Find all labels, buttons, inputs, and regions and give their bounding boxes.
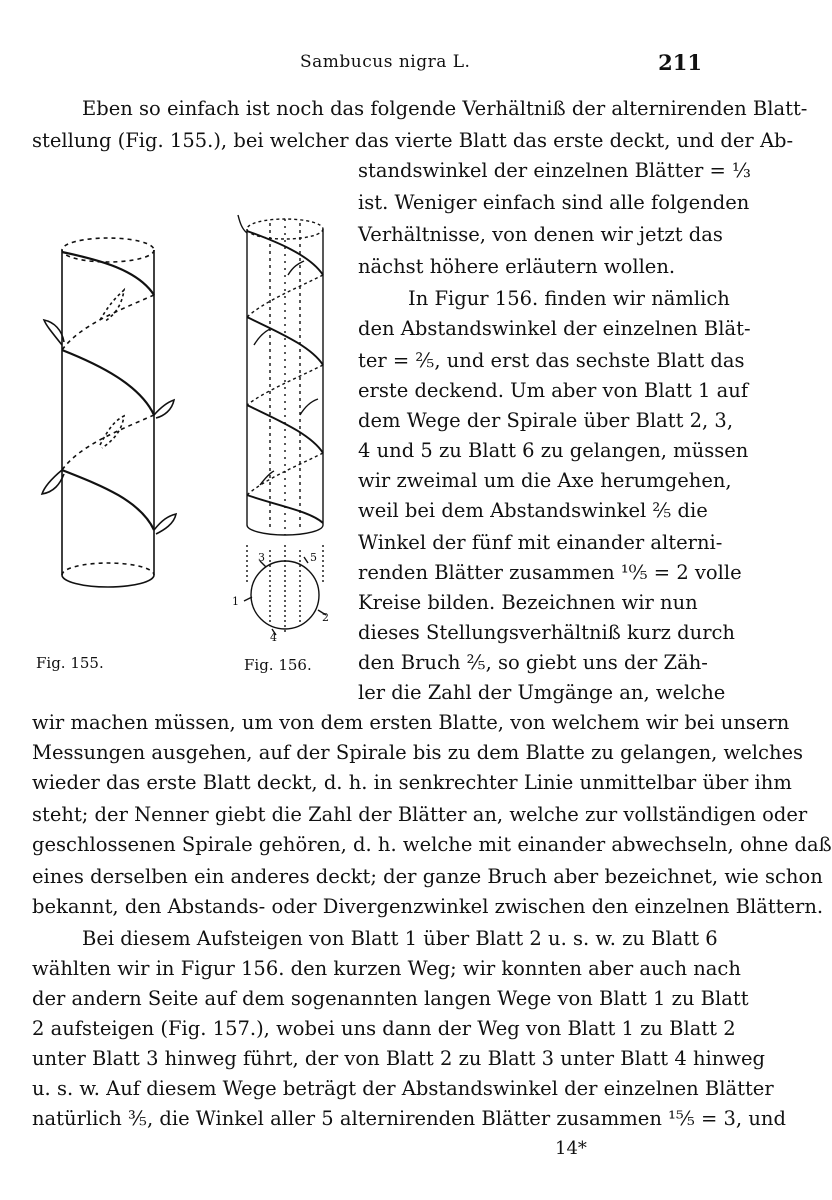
fig156-label-4: 4 xyxy=(270,631,277,644)
figure-155-cylinder xyxy=(36,230,180,672)
fig156-label-1: 1 xyxy=(232,595,239,608)
text-line: dem Wege der Spirale über Blatt 2, 3, xyxy=(358,409,734,432)
figure-155-caption: Fig. 155. xyxy=(36,654,104,672)
fig156-label-5: 5 xyxy=(310,551,317,564)
figure-156-diagram xyxy=(230,205,340,645)
text-line: wir zweimal um die Axe herumgehen, xyxy=(358,469,732,492)
text-line: standswinkel der einzelnen Blätter = ⅓ xyxy=(358,159,751,182)
running-title: Sambucus nigra L. xyxy=(300,52,471,72)
text-line: der andern Seite auf dem sogenannten langen Wege von Blatt 1 zu Blatt xyxy=(32,987,749,1010)
text-line: wieder das erste Blatt deckt, d. h. in senkrechter Linie unmittelbar über ihm xyxy=(32,771,792,794)
text-line: 2 aufsteigen (Fig. 157.), wobei uns dann der Weg von Blatt 1 zu Blatt 2 xyxy=(32,1017,736,1040)
text-line: wählten wir in Figur 156. den kurzen Weg; wir konnten aber auch nach xyxy=(32,957,741,980)
text-line: nächst höhere erläutern wollen. xyxy=(358,255,676,278)
text-line: Verhältnisse, von denen wir jetzt das xyxy=(358,223,723,246)
text-line: den Bruch ⅖, so giebt uns der Zäh- xyxy=(358,651,708,674)
text-line: bekannt, den Abstands- oder Divergenzwinkel zwischen den einzelnen Blättern. xyxy=(32,895,824,918)
text-line: eines derselben ein anderes deckt; der ganze Bruch aber bezeichnet, wie schon xyxy=(32,865,823,888)
text-line: In Figur 156. finden wir nämlich xyxy=(408,287,730,310)
text-line: dieses Stellungsverhältniß kurz durch xyxy=(358,621,735,644)
text-line: ter = ⅖, und erst das sechste Blatt das xyxy=(358,349,745,372)
text-line: renden Blätter zusammen ¹⁰⁄₅ = 2 volle xyxy=(358,561,742,584)
text-line: Kreise bilden. Bezeichnen wir nun xyxy=(358,591,698,614)
text-line: den Abstandswinkel der einzelnen Blät- xyxy=(358,317,751,340)
text-line: stellung (Fig. 155.), bei welcher das vierte Blatt das erste deckt, und der Ab- xyxy=(32,129,794,152)
text-line: Messungen ausgehen, auf der Spirale bis zu dem Blatte zu gelangen, welches xyxy=(32,741,804,764)
figure-156-caption: Fig. 156. xyxy=(244,656,312,674)
fig156-label-3: 3 xyxy=(258,551,265,564)
text-line: unter Blatt 3 hinweg führt, der von Blatt 2 zu Blatt 3 unter Blatt 4 hinweg xyxy=(32,1047,766,1070)
text-line: Eben so einfach ist noch das folgende Verhältniß der alternirenden Blatt- xyxy=(82,97,808,120)
text-line: Winkel der fünf mit einander alterni- xyxy=(358,531,723,554)
text-line: geschlossenen Spirale gehören, d. h. welche mit einander abwechseln, ohne daß xyxy=(32,833,832,856)
text-line: u. s. w. Auf diesem Wege beträgt der Abstandswinkel der einzelnen Blätter xyxy=(32,1077,774,1100)
text-line: ist. Weniger einfach sind alle folgenden xyxy=(358,191,750,214)
text-line: weil bei dem Abstandswinkel ⅖ die xyxy=(358,499,708,522)
text-line: Bei diesem Aufsteigen von Blatt 1 über Blatt 2 u. s. w. zu Blatt 6 xyxy=(82,927,718,950)
page-number: 211 xyxy=(658,50,702,75)
text-line: ler die Zahl der Umgänge an, welche xyxy=(358,681,726,704)
text-line: steht; der Nenner giebt die Zahl der Blätter an, welche zur vollständigen oder xyxy=(32,803,808,826)
fig156-label-2: 2 xyxy=(322,611,329,624)
printer-signature: 14* xyxy=(555,1138,587,1159)
text-line: 4 und 5 zu Blatt 6 zu gelangen, müssen xyxy=(358,439,749,462)
text-line: natürlich ⅗, die Winkel aller 5 alternirenden Blätter zusammen ¹⁵⁄₅ = 3, und xyxy=(32,1107,786,1130)
text-line: wir machen müssen, um von dem ersten Blatte, von welchem wir bei unsern xyxy=(32,711,790,734)
page-header xyxy=(0,52,732,82)
text-line: erste deckend. Um aber von Blatt 1 auf xyxy=(358,379,749,402)
